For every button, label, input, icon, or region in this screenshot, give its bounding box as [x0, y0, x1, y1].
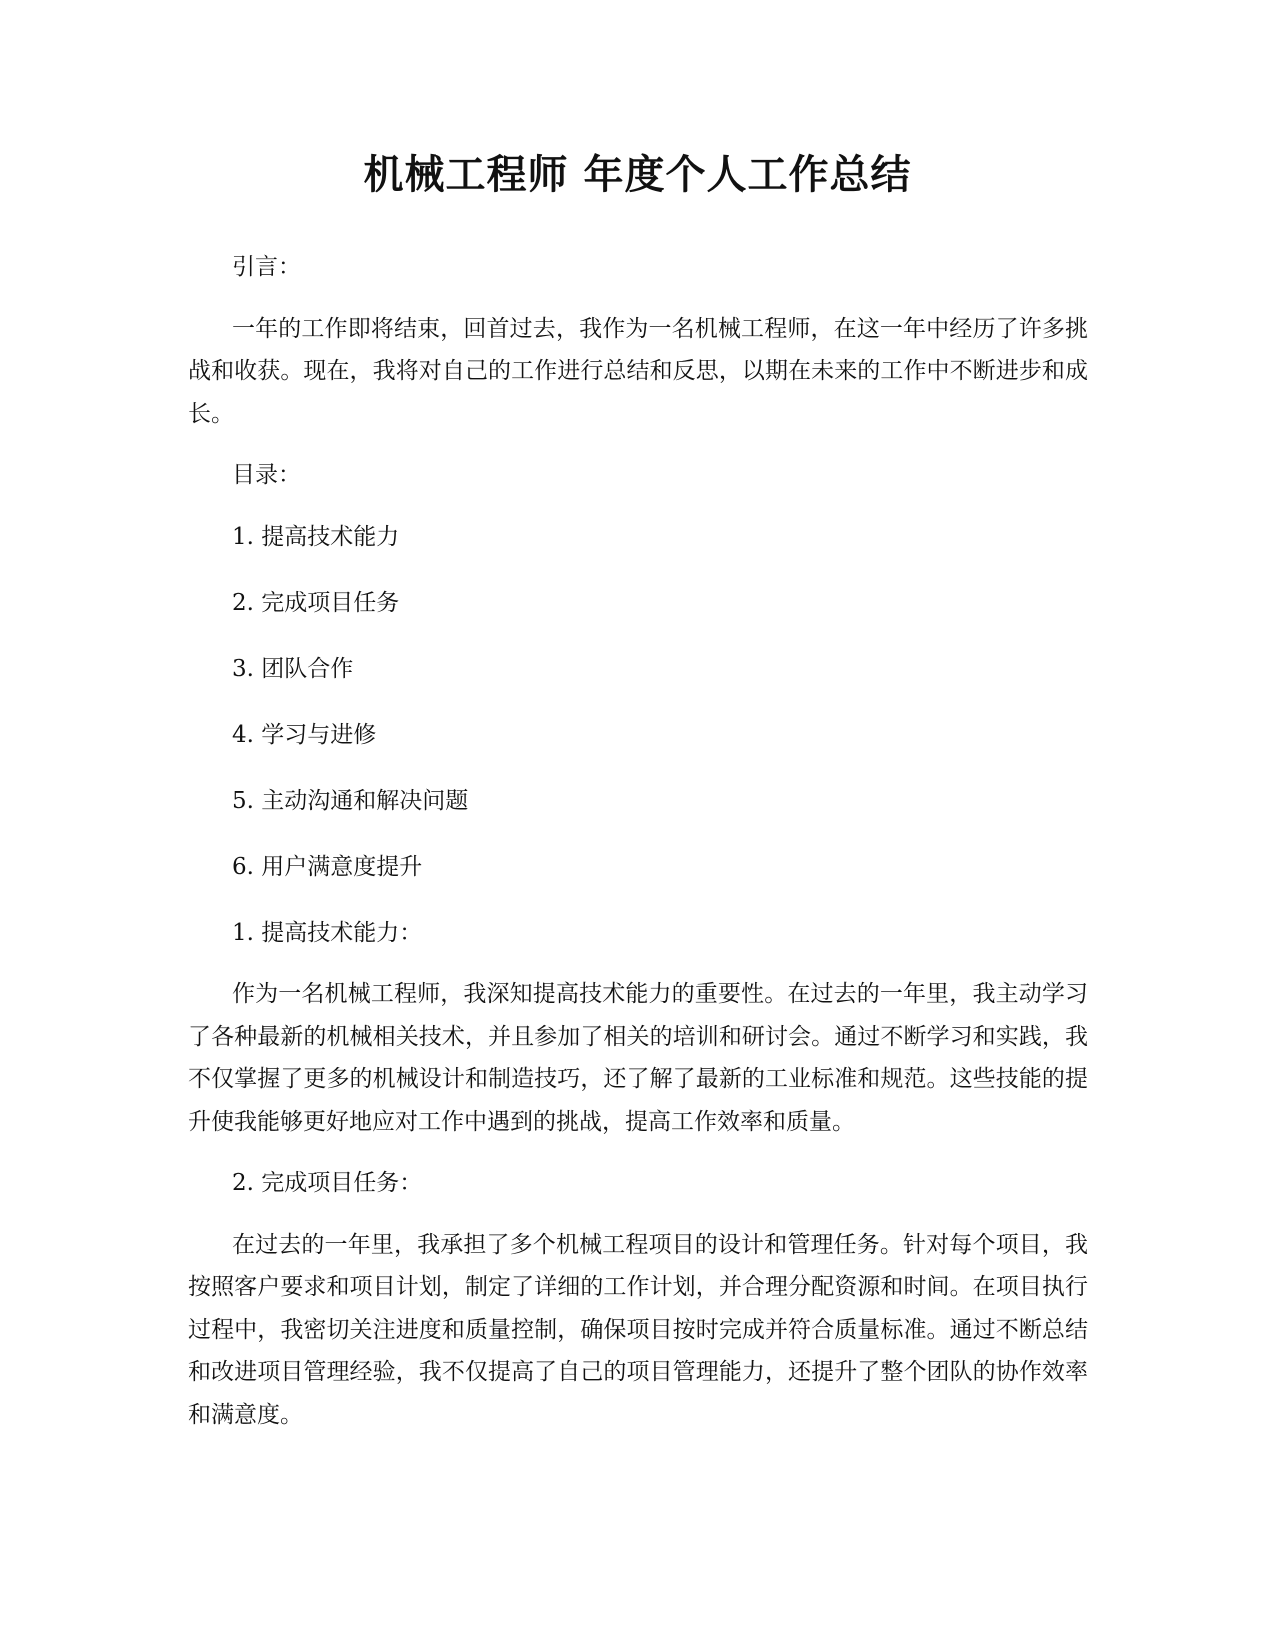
toc-heading: 目录：	[232, 462, 301, 488]
intro-heading: 引言：	[232, 254, 301, 280]
table-of-contents	[188, 516, 1088, 889]
toc-item: 6. 用户满意度提升	[232, 853, 423, 880]
section-heading: 2. 完成项目任务：	[232, 1170, 423, 1196]
document-title: 机械工程师 年度个人工作总结	[363, 152, 912, 198]
toc-item: 5. 主动沟通和解决问题	[232, 787, 469, 814]
section-paragraph: 作为一名机械工程师，我深知提高技术能力的重要性。在过去的一年里，我主动学习了各种最新的机械相关技术，并且参加了相关的培训和研讨会。通过不断学习和实践，我不仅掌握了更多的机械设计和制造技巧，还了解了最新的工业标准和规范。这些技能的提升使我能够更好地应对工作中遇到的挑战，提高工作效率和质量。	[188, 981, 1088, 1135]
toc-item: 4. 学习与进修	[232, 721, 377, 748]
toc-item: 1. 提高技术能力	[232, 523, 400, 550]
section-heading: 1. 提高技术能力：	[232, 919, 423, 946]
document-body	[188, 246, 1088, 1455]
section-paragraph: 在过去的一年里，我承担了多个机械工程项目的设计和管理任务。针对每个项目，我按照客户要求和项目计划，制定了详细的工作计划，并合理分配资源和时间。在项目执行过程中，我密切关注进度和质量控制，确保项目按时完成并符合质量标准。通过不断总结和改进项目管理经验，我不仅提高了自己的项目管理能力，还提升了整个团队的协作效率和满意度。	[188, 1231, 1088, 1428]
toc-item: 2. 完成项目任务	[232, 589, 400, 616]
intro-paragraph: 一年的工作即将结束，回首过去，我作为一名机械工程师，在这一年中经历了许多挑战和收获。现在，我将对自己的工作进行总结和反思，以期在未来的工作中不断进步和成长。	[188, 315, 1088, 427]
toc-item: 3. 团队合作	[232, 655, 354, 682]
